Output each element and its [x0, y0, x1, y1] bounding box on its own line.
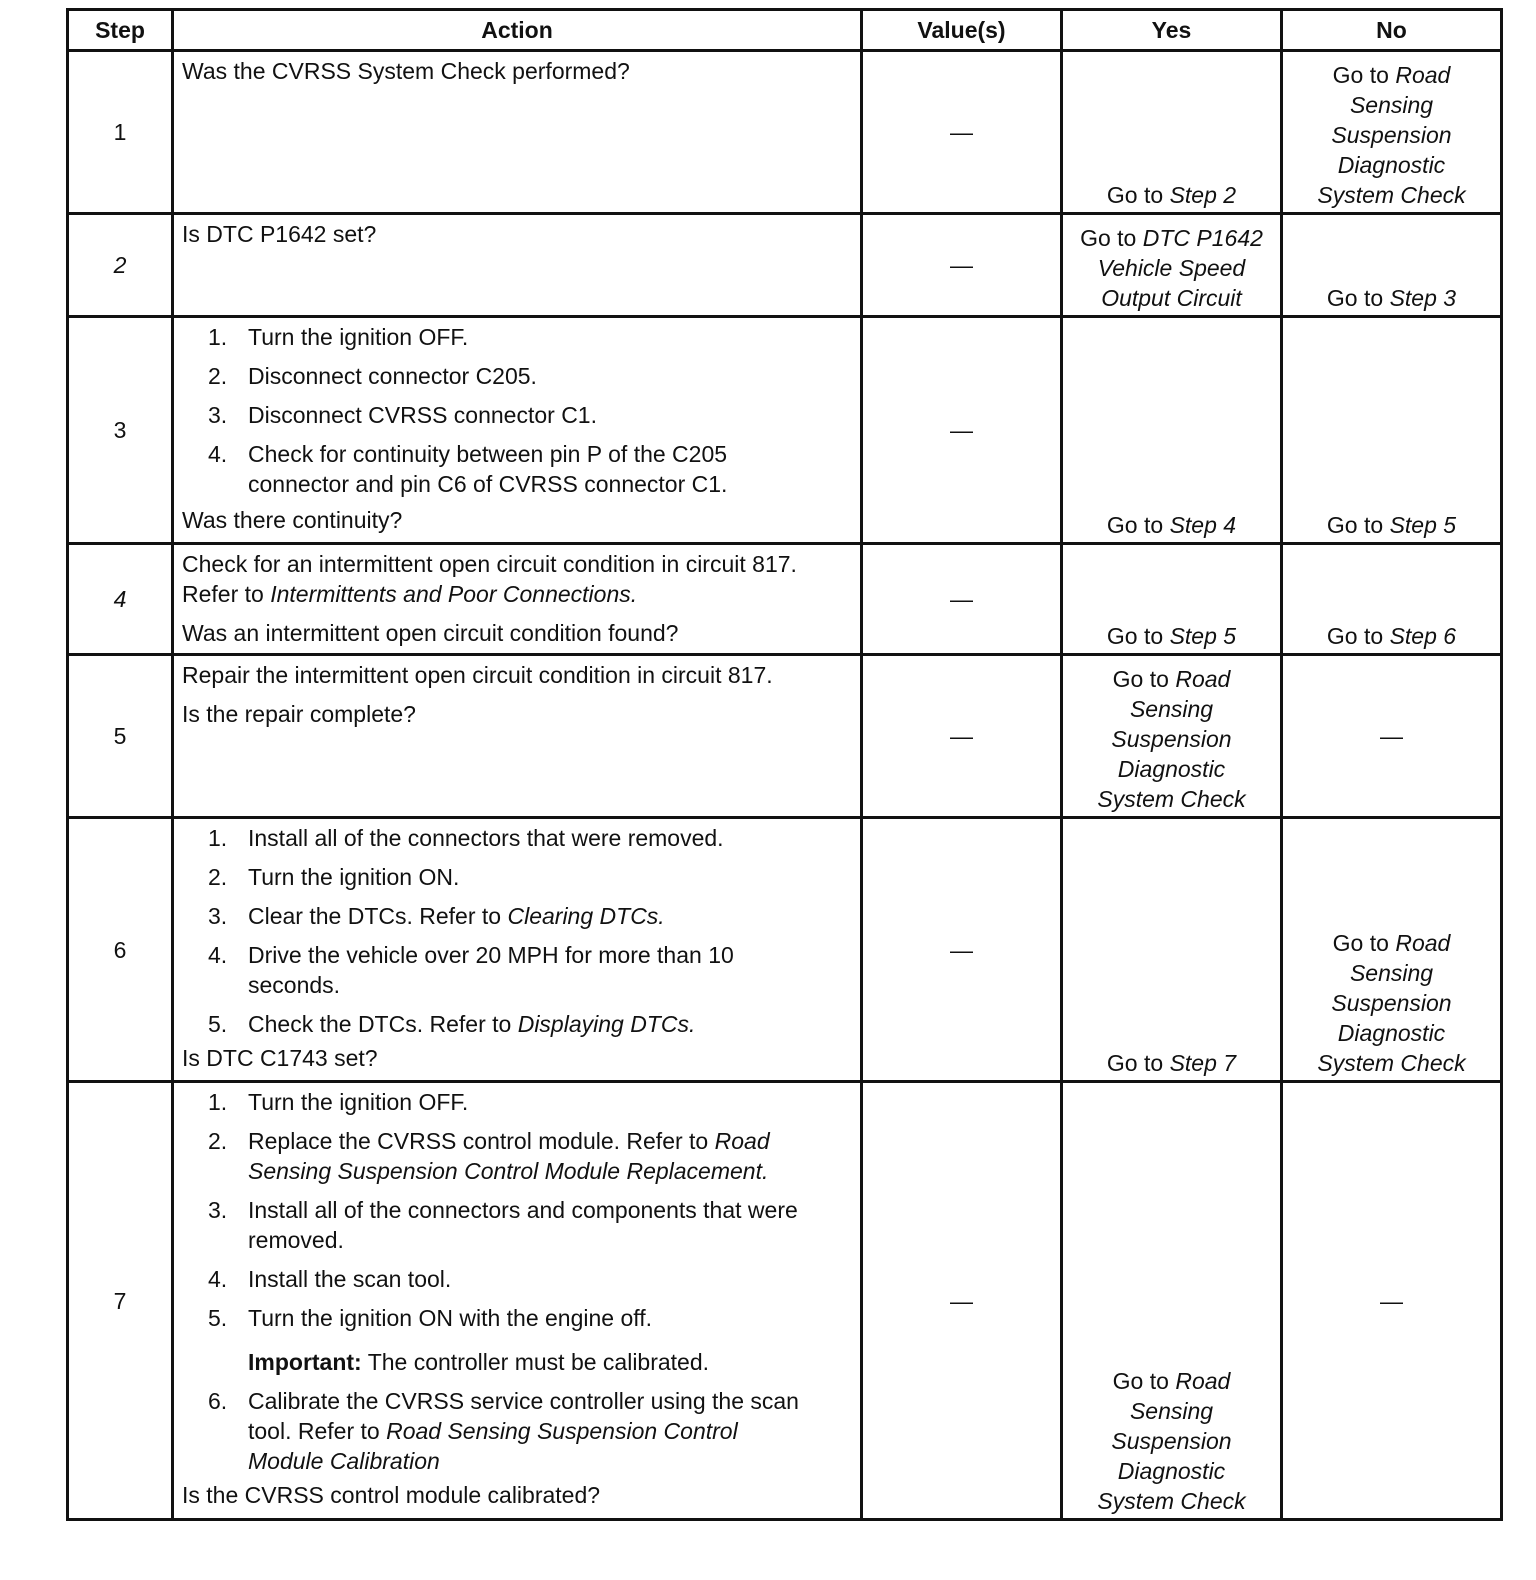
- goto-label: Go to: [1112, 666, 1169, 692]
- goto-target-link[interactable]: Step 5: [1389, 512, 1457, 538]
- action-steps: [182, 1386, 850, 1476]
- goto-target-link[interactable]: Suspension: [1111, 726, 1232, 752]
- step-index: 4.: [208, 942, 228, 968]
- reference-link[interactable]: Road Sensing Suspension Control Module Calibration: [248, 1418, 738, 1474]
- action-steps: [182, 322, 850, 499]
- step-text: Drive the vehicle over 20 MPH for more than 10 seconds.: [248, 942, 734, 998]
- goto-target-link[interactable]: Diagnostic: [1337, 152, 1446, 178]
- header-action: Action: [173, 10, 862, 51]
- yes-cell: [1062, 544, 1282, 655]
- goto-target-link[interactable]: Suspension: [1331, 122, 1452, 148]
- step-number: 6: [68, 818, 173, 1082]
- step-text: Check for continuity between pin P of the C205 connector and pin C6 of CVRSS connector C1.: [248, 441, 728, 497]
- step-index: 3.: [208, 1197, 228, 1223]
- table-row: [68, 317, 1502, 544]
- list-item: [182, 1303, 850, 1333]
- step-index: 1.: [208, 825, 228, 851]
- step-index: 2.: [208, 864, 228, 890]
- goto-target-link[interactable]: Step 5: [1169, 623, 1237, 649]
- table-row: [68, 544, 1502, 655]
- action-cell: [173, 818, 862, 1082]
- goto-label: Go to: [1080, 225, 1137, 251]
- step-text: Turn the ignition OFF.: [248, 324, 469, 350]
- action-cell: [173, 317, 862, 544]
- value-cell: —: [862, 818, 1062, 1082]
- no-cell: [1282, 214, 1502, 317]
- action-text: [182, 549, 850, 609]
- step-number: 2: [68, 214, 173, 317]
- list-item: [182, 1264, 850, 1294]
- header-no: No: [1282, 10, 1502, 51]
- no-cell: —: [1282, 1082, 1502, 1520]
- no-cell: [1282, 51, 1502, 214]
- no-cell: [1282, 818, 1502, 1082]
- step-text: Disconnect connector C205.: [248, 363, 537, 389]
- goto-target-link[interactable]: Suspension: [1111, 1428, 1232, 1454]
- goto-label: Go to: [1332, 62, 1389, 88]
- goto-target-link[interactable]: Diagnostic: [1117, 1458, 1226, 1484]
- goto-target-link[interactable]: System Check: [1317, 1050, 1466, 1076]
- step-number: 4: [68, 544, 173, 655]
- yes-cell: [1062, 818, 1282, 1082]
- table-row: [68, 214, 1502, 317]
- step-index: 4.: [208, 1266, 228, 1292]
- header-values: Value(s): [862, 10, 1062, 51]
- value-cell: —: [862, 317, 1062, 544]
- goto-label: Go to: [1332, 930, 1389, 956]
- goto-target-link[interactable]: Road: [1395, 62, 1451, 88]
- step-number: 1: [68, 51, 173, 214]
- value-cell: —: [862, 544, 1062, 655]
- list-item: [182, 1126, 850, 1186]
- goto-target-link[interactable]: System Check: [1097, 1488, 1246, 1514]
- step-number: 3: [68, 317, 173, 544]
- step-index: 1.: [208, 1089, 228, 1115]
- goto-target-link[interactable]: Step 7: [1169, 1050, 1237, 1076]
- goto-target-link[interactable]: Step 4: [1169, 512, 1237, 538]
- action-cell: [173, 655, 862, 818]
- goto-label: Go to: [1106, 623, 1164, 649]
- list-item: [182, 1009, 850, 1039]
- step-text: Install all of the connectors and components that were removed.: [248, 1197, 798, 1253]
- action-question: Is DTC P1642 set?: [182, 221, 377, 247]
- step-number: 5: [68, 655, 173, 818]
- step-text: Disconnect CVRSS connector C1.: [248, 402, 597, 428]
- action-question: Was the CVRSS System Check performed?: [182, 58, 630, 84]
- yes-cell: [1062, 655, 1282, 818]
- action-cell: [173, 214, 862, 317]
- step-text: Check the DTCs. Refer to: [248, 1011, 512, 1037]
- important-label: Important:: [248, 1349, 362, 1375]
- step-text: Install the scan tool.: [248, 1266, 452, 1292]
- goto-target-link[interactable]: Diagnostic: [1117, 756, 1226, 782]
- action-question: Is DTC C1743 set?: [182, 1045, 378, 1071]
- goto-target-link[interactable]: System Check: [1317, 182, 1466, 208]
- no-cell: [1282, 317, 1502, 544]
- header-yes: Yes: [1062, 10, 1282, 51]
- action-steps: [182, 1087, 850, 1333]
- value-cell: —: [862, 214, 1062, 317]
- goto-target-link[interactable]: Suspension: [1331, 990, 1452, 1016]
- goto-label: Go to: [1106, 512, 1164, 538]
- yes-cell: [1062, 214, 1282, 317]
- yes-cell: [1062, 51, 1282, 214]
- step-index: 5.: [208, 1011, 228, 1037]
- no-cell: —: [1282, 655, 1502, 818]
- reference-link[interactable]: Displaying DTCs.: [517, 1011, 696, 1037]
- goto-target-link[interactable]: Output Circuit: [1101, 285, 1242, 311]
- list-item: [182, 1195, 850, 1255]
- goto-target-link[interactable]: Diagnostic: [1337, 1020, 1446, 1046]
- header-row: [68, 10, 1502, 51]
- list-item: [182, 823, 850, 853]
- goto-target-link[interactable]: DTC P1642: [1142, 225, 1263, 251]
- step-index: 4.: [208, 441, 228, 467]
- goto-target-link[interactable]: Sensing: [1349, 92, 1434, 118]
- list-item: [182, 1087, 850, 1117]
- list-item: [182, 322, 850, 352]
- list-item: [182, 862, 850, 892]
- goto-label: Go to: [1106, 182, 1164, 208]
- step-index: 2.: [208, 363, 228, 389]
- table-row: [68, 1082, 1502, 1520]
- action-instruction: Check for an intermittent open circuit condition in circuit 817. Refer to: [182, 551, 797, 607]
- goto-target-link[interactable]: Sensing: [1349, 960, 1434, 986]
- list-item: [182, 901, 850, 931]
- goto-label: Go to: [1326, 623, 1384, 649]
- value-cell: —: [862, 1082, 1062, 1520]
- goto-target-link[interactable]: Vehicle Speed: [1097, 255, 1246, 281]
- action-cell: [173, 51, 862, 214]
- list-item: [182, 1386, 850, 1476]
- table-row: [68, 818, 1502, 1082]
- step-text: Clear the DTCs. Refer to: [248, 903, 502, 929]
- list-item: [182, 439, 850, 499]
- reference-link[interactable]: Intermittents and Poor Connections.: [270, 581, 638, 607]
- list-item: [182, 400, 850, 430]
- step-index: 3.: [208, 402, 228, 428]
- reference-link[interactable]: Road Sensing Suspension Control Module Replacement.: [248, 1128, 770, 1184]
- header-step: Step: [68, 10, 173, 51]
- yes-cell: [1062, 1082, 1282, 1520]
- value-cell: —: [862, 51, 1062, 214]
- action-instruction: Repair the intermittent open circuit condition in circuit 817.: [182, 662, 773, 688]
- action-question: Was an intermittent open circuit condition found?: [182, 620, 679, 646]
- important-note: [182, 1347, 850, 1377]
- step-text: Turn the ignition ON.: [248, 864, 460, 890]
- goto-target-link[interactable]: Road: [1175, 666, 1231, 692]
- action-cell: [173, 1082, 862, 1520]
- step-index: 2.: [208, 1128, 228, 1154]
- step-index: 3.: [208, 903, 228, 929]
- list-item: [182, 361, 850, 391]
- goto-target-link[interactable]: Sensing: [1129, 696, 1214, 722]
- action-question: Is the CVRSS control module calibrated?: [182, 1482, 601, 1508]
- action-question: Was there continuity?: [182, 507, 403, 533]
- step-text: Replace the CVRSS control module. Refer to: [248, 1128, 709, 1154]
- table-row: [68, 655, 1502, 818]
- action-cell: [173, 544, 862, 655]
- table-row: [68, 51, 1502, 214]
- goto-target-link[interactable]: Road: [1395, 930, 1451, 956]
- important-text: The controller must be calibrated.: [367, 1349, 710, 1375]
- goto-target-link[interactable]: Road: [1175, 1368, 1231, 1394]
- goto-label: Go to: [1326, 285, 1384, 311]
- goto-target-link[interactable]: Step 3: [1389, 285, 1457, 311]
- reference-link[interactable]: Clearing DTCs.: [507, 903, 665, 929]
- step-index: 1.: [208, 324, 228, 350]
- diagnostic-table: [66, 8, 1503, 1521]
- goto-target-link[interactable]: Step 2: [1169, 182, 1237, 208]
- step-index: 6.: [208, 1388, 228, 1414]
- goto-target-link[interactable]: Sensing: [1129, 1398, 1214, 1424]
- goto-target-link[interactable]: System Check: [1097, 786, 1246, 812]
- value-cell: —: [862, 655, 1062, 818]
- step-text: Install all of the connectors that were removed.: [248, 825, 724, 851]
- step-index: 5.: [208, 1305, 228, 1331]
- list-item: [182, 940, 850, 1000]
- goto-label: Go to: [1106, 1050, 1164, 1076]
- step-number: 7: [68, 1082, 173, 1520]
- step-text: Turn the ignition ON with the engine off.: [248, 1305, 653, 1331]
- step-text: Calibrate the CVRSS service controller using the scan tool. Refer to: [248, 1388, 799, 1444]
- goto-target-link[interactable]: Step 6: [1389, 623, 1457, 649]
- action-question: Is the repair complete?: [182, 701, 416, 727]
- action-steps: [182, 823, 850, 1039]
- goto-label: Go to: [1326, 512, 1384, 538]
- goto-label: Go to: [1112, 1368, 1169, 1394]
- no-cell: [1282, 544, 1502, 655]
- step-text: Turn the ignition OFF.: [248, 1089, 469, 1115]
- yes-cell: [1062, 317, 1282, 544]
